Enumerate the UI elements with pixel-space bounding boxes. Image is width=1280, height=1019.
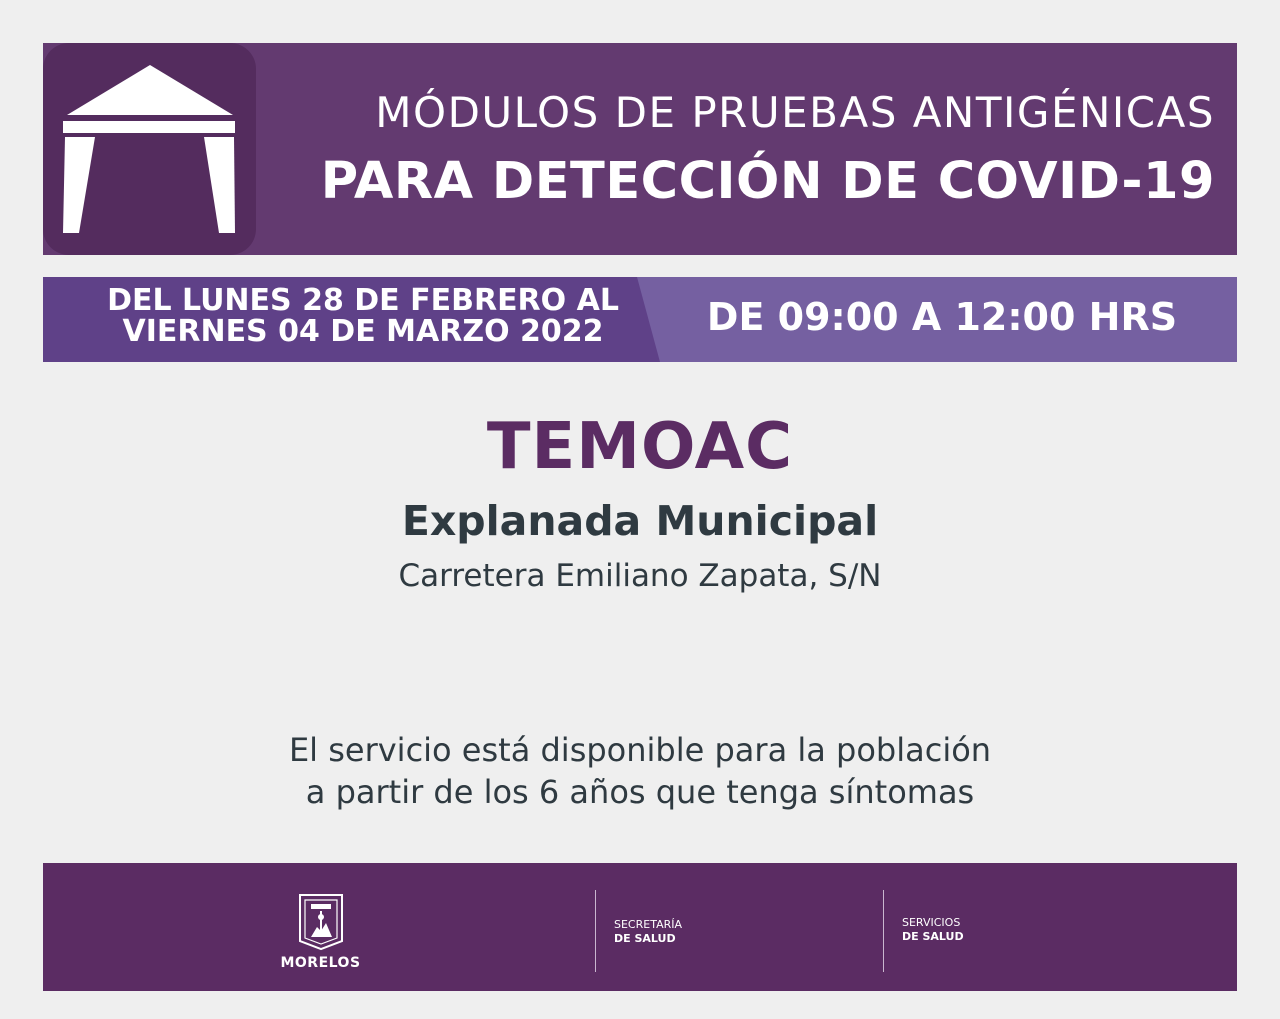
hours-text: DE 09:00 A 12:00 HRS <box>706 295 1178 339</box>
service-notice <box>0 729 1280 813</box>
title-line-1: MÓDULOS DE PRUEBAS ANTIGÉNICAS <box>375 88 1215 137</box>
morelos-label: MORELOS <box>280 955 361 971</box>
venue-address: Carretera Emiliano Zapata, S/N <box>398 558 882 594</box>
town-name: TEMOAC <box>486 410 794 484</box>
secretaria-label-1: SECRETARÍA <box>614 918 683 931</box>
tent-icon-box <box>43 43 256 255</box>
title-line-2: PARA DETECCIÓN DE COVID-19 <box>320 152 1215 211</box>
dates-line-2: VIERNES 04 DE MARZO 2022 <box>122 314 604 349</box>
schedule-band <box>43 277 1237 362</box>
servicios-label-1: SERVICIOS <box>902 916 961 929</box>
dates-line-1: DEL LUNES 28 DE FEBRERO AL <box>107 283 619 318</box>
notice-line-1: El servicio está disponible para la población <box>288 731 992 769</box>
footer-divider-2 <box>883 890 884 972</box>
notice-line-2: a partir de los 6 años que tenga síntomas <box>305 773 975 811</box>
venue-name: Explanada Municipal <box>401 497 879 545</box>
footer-divider-1 <box>595 890 596 972</box>
servicios-label-2: DE SALUD <box>902 930 964 943</box>
tent-icon <box>43 43 256 255</box>
morelos-seal-icon <box>297 893 345 951</box>
secretaria-label-2: DE SALUD <box>614 932 676 945</box>
